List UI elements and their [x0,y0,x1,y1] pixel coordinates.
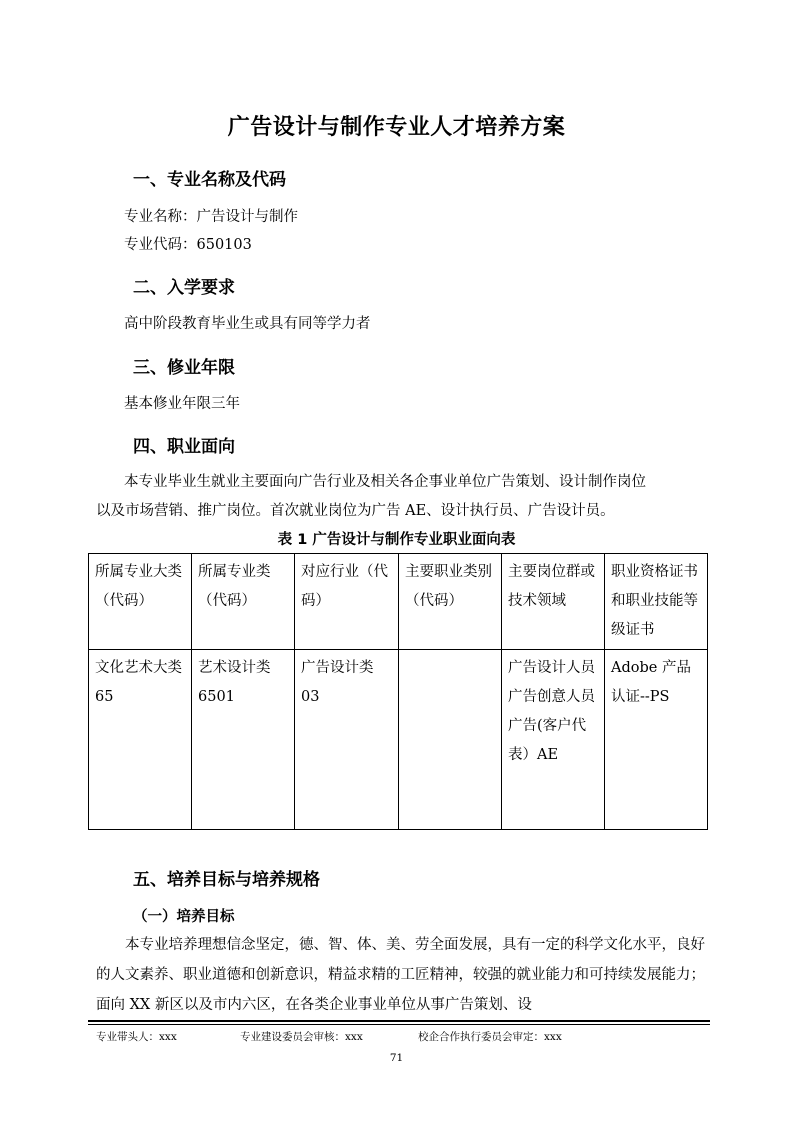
table-cell [605,650,708,830]
section-heading-5: 五、培养目标与培养规格 [133,870,320,890]
table-cell [89,650,192,830]
footer-coop: 校企合作执行委员会审定：xxx [418,1031,562,1043]
cell-line: 03 [301,689,320,705]
cell-line: 65 [95,689,114,705]
subsection-heading: （一）培养目标 [133,909,235,925]
cell-line: 广告创意人员 [508,689,595,705]
cell-line: 广告设计人员 [508,660,595,676]
table-cell [295,650,399,830]
major-code-line: 专业代码：650103 [124,237,252,253]
section-heading-3: 三、修业年限 [133,358,235,378]
occupation-table [88,553,708,830]
study-period-text: 基本修业年限三年 [124,396,240,412]
table-caption: 表 1 广告设计与制作专业职业面向表 [277,532,516,548]
page-number: 71 [389,1052,404,1064]
section-heading-4: 四、职业面向 [133,437,235,457]
header-cell: 所属专业类（代码） [192,554,295,650]
document-title: 广告设计与制作专业人才培养方案 [227,115,566,140]
table-cell-empty [399,650,502,830]
footer-rule-thin [88,1024,710,1025]
table-row [89,650,708,830]
header-cell: 主要职业类别（代码） [399,554,502,650]
table-cell [192,650,295,830]
career-paragraph-line-1: 本专业毕业生就业主要面向广告行业及相关各企事业单位广告策划、设计制作岗位 [124,474,646,490]
training-goal-paragraph: 本专业培养理想信念坚定，德、智、体、美、劳全面发展，具有一定的科学文化水平，良好的人文素养、职业道德和创新意识，精益求精的工匠精神，较强的就业能力和可持续发展能力；面向 XX 新区以及市内六区，在各类企业事业单位从事广告策划、设 [96,937,705,1013]
admission-text: 高中阶段教育毕业生或具有同等学力者 [124,316,371,332]
table-header-row [89,554,708,650]
cell-line: Adobe 产品认证--PS [611,660,691,705]
header-cell: 所属专业大类（代码） [89,554,192,650]
cell-line: 文化艺术大类 [95,660,182,676]
career-paragraph-line-2: 以及市场营销、推广岗位。首次就业岗位为广告 AE、设计执行员、广告设计员。 [96,503,615,519]
header-cell: 主要岗位群或技术领域 [502,554,605,650]
footer-lead: 专业带头人：xxx [96,1031,177,1043]
major-name-line: 专业名称：广告设计与制作 [124,209,298,225]
section-heading-1: 一、专业名称及代码 [133,170,286,190]
footer-committee: 专业建设委员会审核：xxx [240,1031,363,1043]
cell-line: 6501 [198,689,235,705]
cell-line: 广告设计类 [301,660,374,676]
section-heading-2: 二、入学要求 [133,278,235,298]
table-cell [502,650,605,830]
footer-rule-thick [88,1020,710,1022]
header-cell: 对应行业（代码） [295,554,399,650]
header-cell: 职业资格证书和职业技能等级证书 [605,554,708,650]
cell-line: 广告(客户代表）AE [508,718,587,763]
cell-line: 艺术设计类 [198,660,271,676]
